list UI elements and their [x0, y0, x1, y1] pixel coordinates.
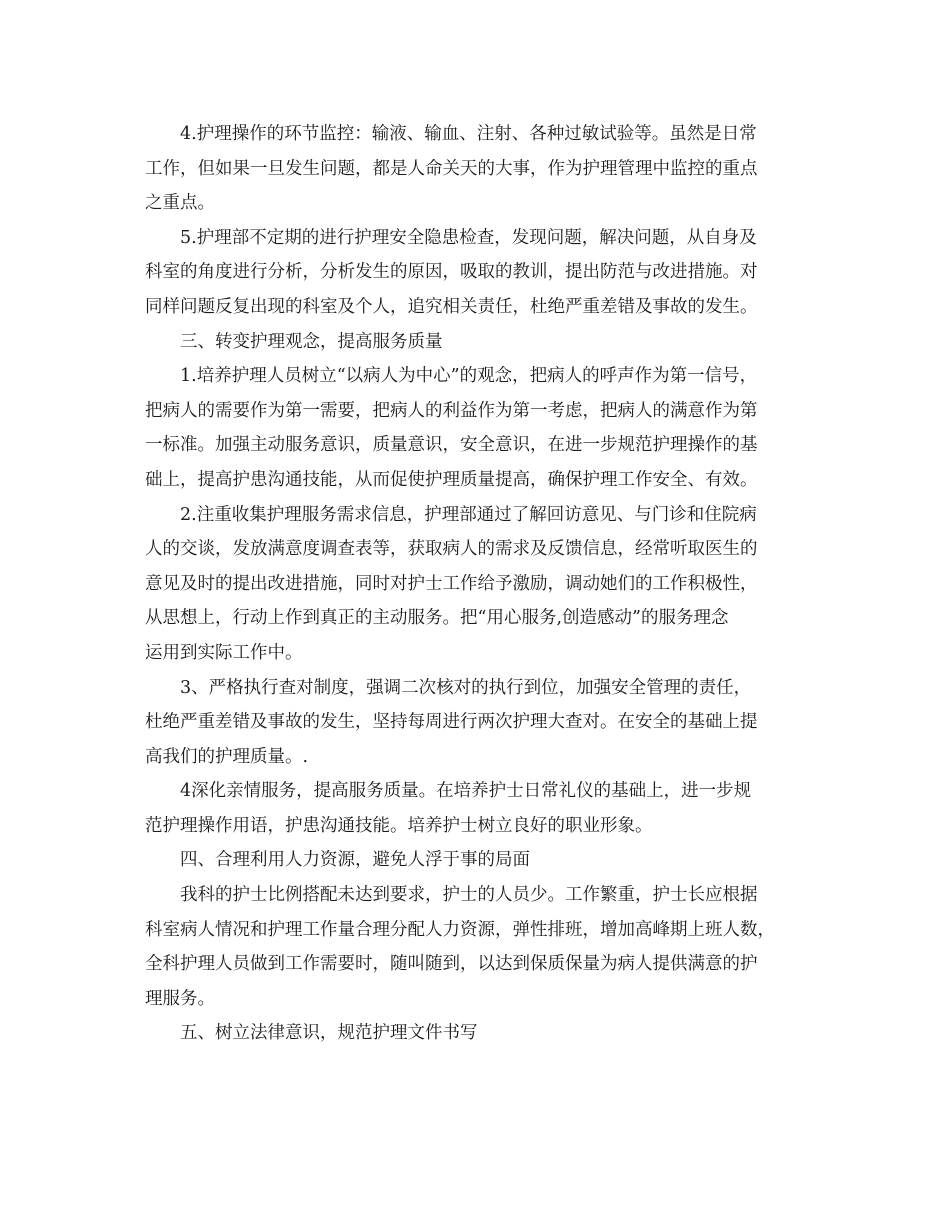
section-heading: 四、合理利用人力资源，避免人浮于事的局面 [180, 850, 530, 871]
paragraph-line: 工作，但如果一旦发生问题，都是人命关天的大事，作为护理管理中监控的重点 [145, 158, 758, 179]
paragraph-line: 运用到实际工作中。 [145, 642, 303, 663]
paragraph-line: 我科的护士比例搭配未达到要求，护士的人员少。工作繁重，护士长应根据 [180, 885, 758, 906]
paragraph-line: 理服务。 [145, 988, 215, 1009]
section-heading: 三、转变护理观念，提高服务质量 [180, 331, 443, 352]
paragraph-line: 全科护理人员做到工作需要时，随叫随到，以达到保质保量为病人提供满意的护 [145, 954, 758, 975]
paragraph-line: 杜绝严重差错及事故的发生，坚持每周进行两次护理大查对。在安全的基础上提 [145, 712, 758, 733]
paragraph-line: 科室病人情况和护理工作量合理分配人力资源，弹性排班，增加高峰期上班人数， [145, 919, 775, 940]
paragraph-line: 范护理操作用语，护患沟通技能。培养护士树立良好的职业形象。 [145, 815, 653, 836]
paragraph-line: 础上，提高护患沟通技能，从而促使护理质量提高，确保护理工作安全、有效。 [145, 469, 758, 490]
paragraph-line: 之重点。 [145, 193, 215, 214]
paragraph-line: 4.护理操作的环节监控：输液、输血、注射、各种过敏试验等。虽然是日常 [180, 124, 757, 144]
paragraph-line: 1.培养护理人员树立“以病人为中心”的观念，把病人的呼声作为第一信号， [180, 366, 758, 387]
paragraph-line: 同样问题反复出现的科室及个人，追究相关责任，杜绝严重差错及事故的发生。 [145, 296, 758, 317]
paragraph-line: 一标准。加强主动服务意识，质量意识，安全意识，在进一步规范护理操作的基 [145, 435, 758, 456]
paragraph-line: 5.护理部不定期的进行护理安全隐患检查，发现问题，解决问题，从自身及 [180, 227, 757, 248]
paragraph-line: 把病人的需要作为第一需要，把病人的利益作为第一考虑，把病人的满意作为第 [145, 400, 758, 421]
paragraph-line: 从思想上，行动上作到真正的主动服务。把“用心服务,创造感动”的服务理念 [145, 608, 729, 629]
paragraph-line: 3、严格执行查对制度，强调二次核对的执行到位，加强安全管理的责任， [180, 677, 752, 698]
paragraph-line: 高我们的护理质量。. [145, 746, 309, 767]
document-body [145, 117, 805, 1051]
paragraph-line: 人的交谈，发放满意度调查表等，获取病人的需求及反馈信息，经常听取医生的 [145, 539, 758, 560]
paragraph-line: 科室的角度进行分析，分析发生的原因，吸取的教训，提出防范与改进措施。对 [145, 262, 758, 283]
paragraph-line: 意见及时的提出改进措施，同时对护士工作给予激励，调动她们的工作积极性， [145, 573, 758, 594]
paragraph-line: 2.注重收集护理服务需求信息，护理部通过了解回访意见、与门诊和住院病 [180, 504, 757, 525]
paragraph-line: 4深化亲情服务，提高服务质量。在培养护士日常礼仪的基础上，进一步规 [180, 781, 752, 802]
section-heading: 五、树立法律意识，规范护理文件书写 [180, 1023, 478, 1044]
